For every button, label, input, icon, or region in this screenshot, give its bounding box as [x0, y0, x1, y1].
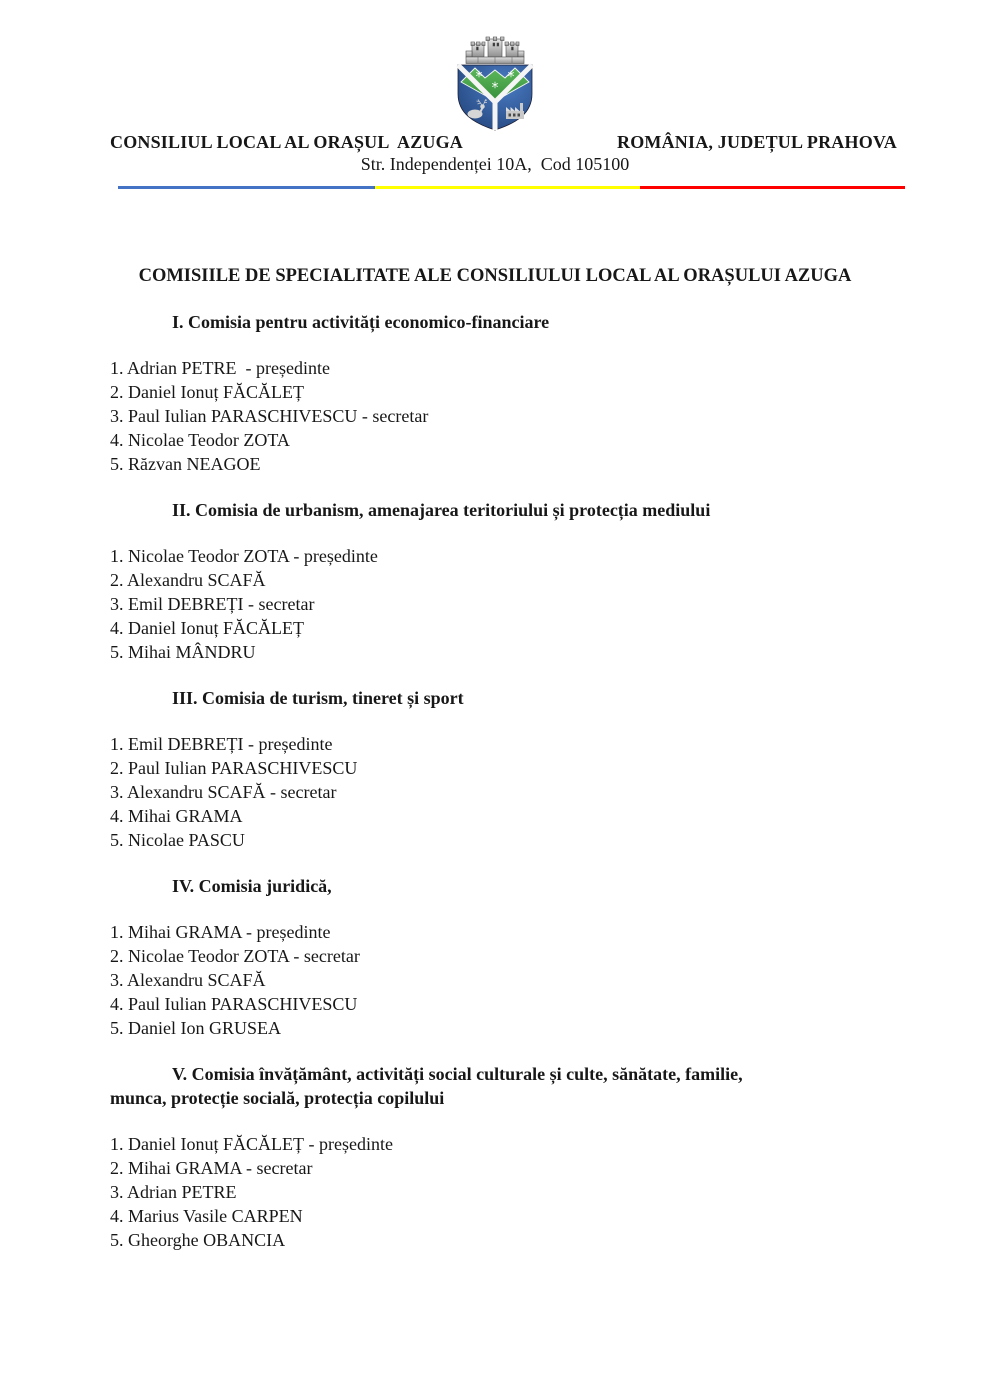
document-body: [0, 310, 990, 1252]
member-item: 3. Alexandru SCAFĂ: [110, 970, 266, 990]
section-heading-line: III. Comisia de turism, tineret și sport: [172, 688, 464, 708]
letterhead: [0, 132, 990, 153]
coat-of-arms: [453, 36, 537, 132]
council-name: CONSILIUL LOCAL AL ORAȘUL AZUGA: [110, 132, 464, 152]
member-item: 4. Marius Vasile CARPEN: [110, 1206, 303, 1226]
section-heading-line: II. Comisia de urbanism, amenajarea teritoriului și protecția mediului: [172, 500, 711, 520]
member-item: 2. Paul Iulian PARASCHIVESCU: [110, 758, 358, 778]
section-heading: [110, 874, 905, 898]
member-list: [110, 1132, 905, 1252]
commission-section-2: [110, 498, 905, 664]
member-item: 3. Adrian PETRE: [110, 1182, 237, 1202]
mural-crown-icon: [466, 37, 524, 64]
member-list: [110, 544, 905, 664]
member-item: 3. Emil DEBREȚI - secretar: [110, 594, 315, 614]
commission-section-5: [110, 1062, 905, 1252]
member-item: 3. Paul Iulian PARASCHIVESCU - secretar: [110, 406, 429, 426]
member-item: 2. Mihai GRAMA - secretar: [110, 1158, 313, 1178]
member-item: 1. Emil DEBREȚI - președinte: [110, 734, 333, 754]
commission-section-4: [110, 874, 905, 1040]
member-item: 4. Paul Iulian PARASCHIVESCU: [110, 994, 358, 1014]
section-heading: [110, 686, 905, 710]
member-list: [110, 732, 905, 852]
member-list: [110, 920, 905, 1040]
member-item: 1. Daniel Ionuț FĂCĂLEȚ - președinte: [110, 1134, 393, 1154]
member-item: 2. Nicolae Teodor ZOTA - secretar: [110, 946, 360, 966]
flag-red-segment: [640, 186, 905, 189]
member-list: [110, 356, 905, 476]
region-name: ROMÂNIA, JUDEȚUL PRAHOVA: [617, 132, 897, 152]
member-item: 3. Alexandru SCAFĂ - secretar: [110, 782, 337, 802]
section-heading: [110, 498, 905, 522]
section-heading: [110, 310, 905, 334]
address-line: Str. Independenței 10A, Cod 105100: [360, 154, 630, 174]
member-item: 2. Daniel Ionuț FĂCĂLEȚ: [110, 382, 304, 402]
member-item: 5. Mihai MÂNDRU: [110, 642, 256, 662]
commission-section-3: [110, 686, 905, 852]
member-item: 4. Mihai GRAMA: [110, 806, 243, 826]
section-heading-line: IV. Comisia juridică,: [172, 876, 332, 896]
section-heading-line: V. Comisia învățământ, activități social culturale și culte, sănătate, familie,: [172, 1064, 743, 1084]
member-item: 2. Alexandru SCAFĂ: [110, 570, 266, 590]
flag-blue-segment: [118, 186, 375, 189]
member-item: 1. Adrian PETRE - președinte: [110, 358, 330, 378]
shield-icon: [458, 65, 532, 130]
document-title: COMISIILE DE SPECIALITATE ALE CONSILIULUI LOCAL AL ORAȘULUI AZUGA: [138, 266, 852, 286]
member-item: 1. Nicolae Teodor ZOTA - președinte: [110, 546, 378, 566]
flag-yellow-segment: [375, 186, 640, 189]
member-item: 5. Nicolae PASCU: [110, 830, 245, 850]
member-item: 4. Nicolae Teodor ZOTA: [110, 430, 290, 450]
section-heading-line: munca, protecție socială, protecția copilului: [110, 1088, 445, 1108]
member-item: 5. Gheorghe OBANCIA: [110, 1230, 286, 1250]
section-heading: [110, 1062, 905, 1110]
member-item: 5. Daniel Ion GRUSEA: [110, 1018, 281, 1038]
member-item: 5. Răzvan NEAGOE: [110, 454, 261, 474]
commission-section-1: [110, 310, 905, 476]
member-item: 1. Mihai GRAMA - președinte: [110, 922, 331, 942]
member-item: 4. Daniel Ionuț FĂCĂLEȚ: [110, 618, 304, 638]
section-heading-line: I. Comisia pentru activități economico-financiare: [172, 312, 550, 332]
tricolor-divider: [118, 186, 905, 189]
